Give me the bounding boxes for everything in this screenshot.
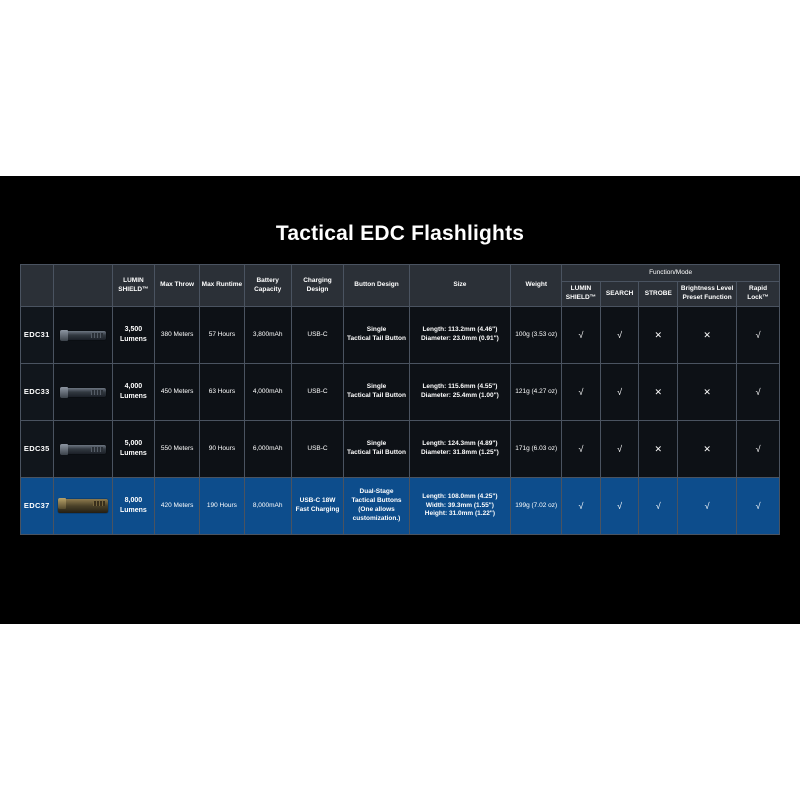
cell-button-design xyxy=(344,307,409,364)
cell-max-runtime: 63 Hours xyxy=(200,364,245,421)
cell-button-design xyxy=(344,364,409,421)
cell-fn-strobe: ✕ xyxy=(639,421,678,478)
header-model xyxy=(21,265,54,307)
cell-fn-brightness-preset: ✕ xyxy=(678,307,737,364)
cell-lumin-shield xyxy=(112,364,155,421)
cell-weight: 171g (6.03 oz) xyxy=(511,421,562,478)
cell-max-throw: 450 Meters xyxy=(155,364,200,421)
cell-lumin-shield xyxy=(112,307,155,364)
cell-fn-brightness-preset: ✕ xyxy=(678,421,737,478)
header-charging-design: Charging Design xyxy=(291,265,344,307)
cell-fn-rapid-lock: √ xyxy=(737,421,780,478)
cell-model: EDC31 xyxy=(21,307,54,364)
header-function-mode: Function/Mode xyxy=(562,265,780,282)
size-line3: Height: 31.0mm (1.22") xyxy=(424,510,496,518)
header-fn-strobe: STROBE xyxy=(639,282,678,307)
flashlight-icon xyxy=(60,331,106,340)
size-line2: Width: 39.3mm (1.55") xyxy=(425,501,494,509)
button-design-line2: Tactical Tail Button xyxy=(347,335,406,342)
header-fn-brightness-preset: Brightness Level Preset Function xyxy=(678,282,737,307)
size-line1: Length: 124.3mm (4.89") xyxy=(422,440,498,448)
header-max-runtime: Max Runtime xyxy=(200,265,245,307)
table-row xyxy=(21,364,780,421)
table-row-highlighted xyxy=(21,478,780,535)
header-size: Size xyxy=(409,265,511,307)
lumens-value: 8,000 xyxy=(124,497,143,505)
cell-fn-strobe: √ xyxy=(639,478,678,535)
size-line1: Length: 108.0mm (4.25") xyxy=(422,492,498,500)
cell-battery-capacity: 8,000mAh xyxy=(244,478,291,535)
flashlight-icon xyxy=(58,499,108,513)
size-line2: Diameter: 25.4mm (1.00") xyxy=(420,392,499,399)
cell-max-throw: 550 Meters xyxy=(155,421,200,478)
cell-battery-capacity: 3,800mAh xyxy=(244,307,291,364)
cell-fn-rapid-lock: √ xyxy=(737,307,780,364)
cell-fn-rapid-lock: √ xyxy=(737,364,780,421)
cell-charging-design: USB-C xyxy=(291,421,344,478)
size-line2: Diameter: 23.0mm (0.91") xyxy=(420,335,499,342)
table-row xyxy=(21,421,780,478)
size-line1: Length: 113.2mm (4.46") xyxy=(422,326,498,334)
cell-fn-brightness-preset: ✕ xyxy=(678,364,737,421)
button-design-line3: (One allows customization.) xyxy=(352,506,401,522)
cell-size xyxy=(409,478,511,535)
cell-charging-design: USB-C xyxy=(291,364,344,421)
table-head xyxy=(21,265,780,307)
spec-table xyxy=(20,264,780,535)
cell-charging-design: USB-C xyxy=(291,307,344,364)
flashlight-icon xyxy=(60,445,106,454)
cell-charging-design xyxy=(291,478,344,535)
cell-button-design xyxy=(344,421,409,478)
cell-size xyxy=(409,421,511,478)
header-weight: Weight xyxy=(511,265,562,307)
lumens-unit: Lumens xyxy=(119,450,147,457)
cell-fn-search: √ xyxy=(600,307,639,364)
cell-size xyxy=(409,364,511,421)
header-fn-search: SEARCH xyxy=(600,282,639,307)
cell-fn-search: √ xyxy=(600,421,639,478)
spec-table-container xyxy=(20,264,780,535)
cell-fn-lumin-shield: √ xyxy=(562,478,601,535)
lumens-value: 5,000 xyxy=(124,440,143,448)
button-design-line1: Single xyxy=(366,440,387,448)
cell-max-runtime: 57 Hours xyxy=(200,307,245,364)
cell-weight: 121g (4.27 oz) xyxy=(511,364,562,421)
lumens-unit: Lumens xyxy=(119,507,147,514)
table-body xyxy=(21,307,780,535)
button-design-line1: Single xyxy=(366,326,387,334)
size-line1: Length: 115.6mm (4.55") xyxy=(422,383,498,391)
cell-max-throw: 380 Meters xyxy=(155,307,200,364)
cell-max-runtime: 190 Hours xyxy=(200,478,245,535)
lumens-value: 4,000 xyxy=(124,383,143,391)
cell-product-image xyxy=(53,421,112,478)
cell-fn-strobe: ✕ xyxy=(639,307,678,364)
button-design-line2: Tactical Tail Button xyxy=(347,392,406,399)
button-design-line2: Tactical Tail Button xyxy=(347,449,406,456)
header-button-design: Button Design xyxy=(344,265,409,307)
header-image xyxy=(53,265,112,307)
cell-model: EDC33 xyxy=(21,364,54,421)
cell-fn-search: √ xyxy=(600,478,639,535)
header-row-group xyxy=(21,265,780,282)
button-design-line1: Dual-Stage xyxy=(359,488,394,496)
cell-product-image xyxy=(53,307,112,364)
flashlight-icon xyxy=(60,388,106,397)
header-battery-capacity: Battery Capacity xyxy=(244,265,291,307)
cell-max-runtime: 90 Hours xyxy=(200,421,245,478)
lumens-unit: Lumens xyxy=(119,336,147,343)
cell-battery-capacity: 6,000mAh xyxy=(244,421,291,478)
cell-max-throw: 420 Meters xyxy=(155,478,200,535)
cell-lumin-shield xyxy=(112,478,155,535)
cell-fn-strobe: ✕ xyxy=(639,364,678,421)
cell-fn-lumin-shield: √ xyxy=(562,421,601,478)
cell-fn-brightness-preset: √ xyxy=(678,478,737,535)
cell-fn-lumin-shield: √ xyxy=(562,307,601,364)
header-max-throw: Max Throw xyxy=(155,265,200,307)
cell-lumin-shield xyxy=(112,421,155,478)
cell-product-image xyxy=(53,478,112,535)
cell-product-image xyxy=(53,364,112,421)
cell-fn-rapid-lock: √ xyxy=(737,478,780,535)
cell-button-design xyxy=(344,478,409,535)
header-lumin-shield: LUMIN SHIELD™ xyxy=(112,265,155,307)
charging-design-line1: USB-C 18W xyxy=(299,497,336,505)
cell-battery-capacity: 4,000mAh xyxy=(244,364,291,421)
cell-fn-search: √ xyxy=(600,364,639,421)
button-design-line2: Tactical Buttons xyxy=(351,497,402,505)
cell-model: EDC35 xyxy=(21,421,54,478)
header-fn-lumin-shield: LUMIN SHIELD™ xyxy=(562,282,601,307)
cell-fn-lumin-shield: √ xyxy=(562,364,601,421)
charging-design-line2: Fast Charging xyxy=(295,506,340,513)
lumens-value: 3,500 xyxy=(124,326,143,334)
table-row xyxy=(21,307,780,364)
button-design-line1: Single xyxy=(366,383,387,391)
page-title: Tactical EDC Flashlights xyxy=(275,222,525,245)
size-line2: Diameter: 31.8mm (1.25") xyxy=(420,449,499,456)
cell-model: EDC37 xyxy=(21,478,54,535)
cell-weight: 199g (7.02 oz) xyxy=(511,478,562,535)
cell-size xyxy=(409,307,511,364)
header-fn-rapid-lock: Rapid Lock™ xyxy=(737,282,780,307)
cell-weight: 100g (3.53 oz) xyxy=(511,307,562,364)
lumens-unit: Lumens xyxy=(119,393,147,400)
